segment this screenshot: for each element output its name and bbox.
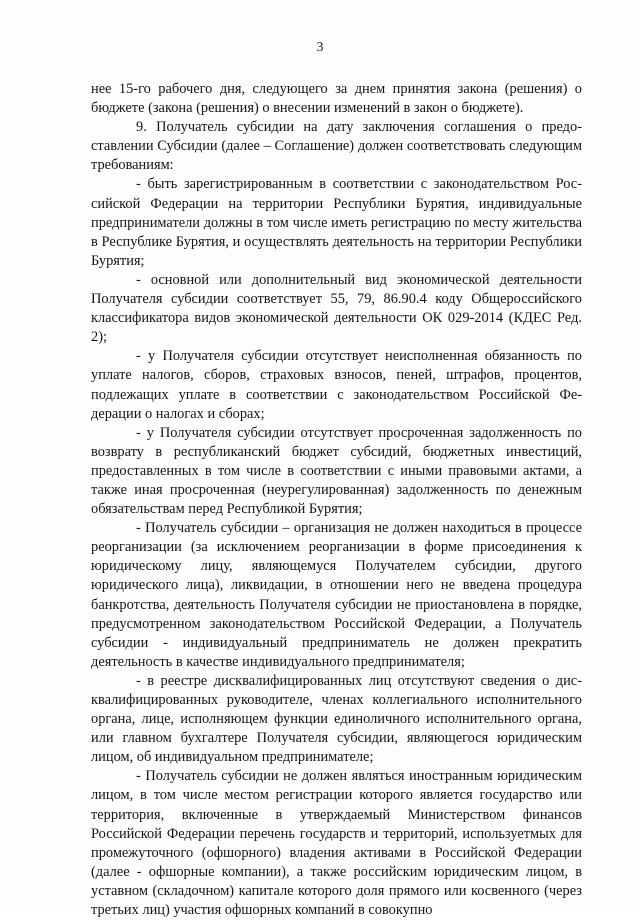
paragraph: - в реестре дисквалифицированных лиц отсутствуют сведения о дисквалифицированных руководителе, членах коллегиального исполнительного органа, лице, исполняющем функции единоличного исполнительного органа, или главном бухгалтере Получателя субсидии, являющегося юридическим лицом, об индивидуальном предпринимателе; bbox=[91, 672, 582, 766]
paragraph: 9. Получатель субсидии на дату заключения соглашения о предоставлении Субсидии (далее – Соглашение) должен соответствовать следующим требованиям: bbox=[91, 119, 582, 174]
paragraph: - основной или дополнительный вид экономической деятельности Получателя субсидии соответствует 55, 79, 86.90.4 коду Общероссийского классификатора видов экономической деятельности ОК 029-2014 (КДЕС Ред. 2); bbox=[91, 271, 582, 346]
page-number: 3 bbox=[316, 40, 324, 55]
paragraph: - Получатель субсидии не должен являться иностранным юридическим лицом, в том числе местом регистрации которого является государство или территория, включенные в утверждаемый Министерством финансов Российской Федерации перечень государств и территорий, используетмых для промежуточного (офшорного) владения активами в Российской Федерации (далее - офшорные компании), а также российским юридическим лицом, в уставном (складочном) капитале которого доля прямого или косвенного (через третьих лиц) участия офшорных компаний в совокупно bbox=[91, 768, 582, 919]
paragraph: - быть зарегистрированным в соответствии с законодательством Российской Федерации на территории Республики Бурятия, индивидуальные предприниматели должны в том числе иметь регистрацию по месту жительства в Республике Бурятия, и осуществлять деятельность на территории Республики Бурятия; bbox=[91, 176, 582, 269]
paragraph: нее 15-го рабочего дня, следующего за днем принятия закона (решения) о бюджете (закона (решения) о внесении изменений в закон о бюджете). bbox=[91, 81, 582, 117]
paragraph: - у Получателя субсидии отсутствует неисполненная обязанность по уплате налогов, сборов, страховых взносов, пеней, штрафов, процентов, подлежащих уплате в соответствии с законодательством Российской Федерации о налогах и сборах; bbox=[91, 348, 582, 422]
document-body bbox=[91, 80, 582, 920]
paragraph: - у Получателя субсидии отсутствует просроченная задолженность по возврату в республиканский бюджет субсидий, бюджетных инвестиций, предоставленных в том числе в соответствии с иными правовыми актами, а также иная просроченная (неурегулированная) задолженность по денежным обязательствам перед Республикой Бурятия; bbox=[91, 424, 582, 518]
paragraph: - Получатель субсидии – организация не должен находиться в процессе реорганизации (за исключением реорганизации в форме присоединения к юридическому лицу, являющемуся Получателем субсидии, другого юридического лица), ликвидации, в отношении него не введена процедура банкротства, деятельность Получателя субсидии не приостановлена в порядке, предусмотренном законодательством Российской Федерации, а Получатель субсидии - индивидуальный предприниматель не должен прекратить деятельность в качестве индивидуального предпринимателя; bbox=[91, 520, 582, 670]
